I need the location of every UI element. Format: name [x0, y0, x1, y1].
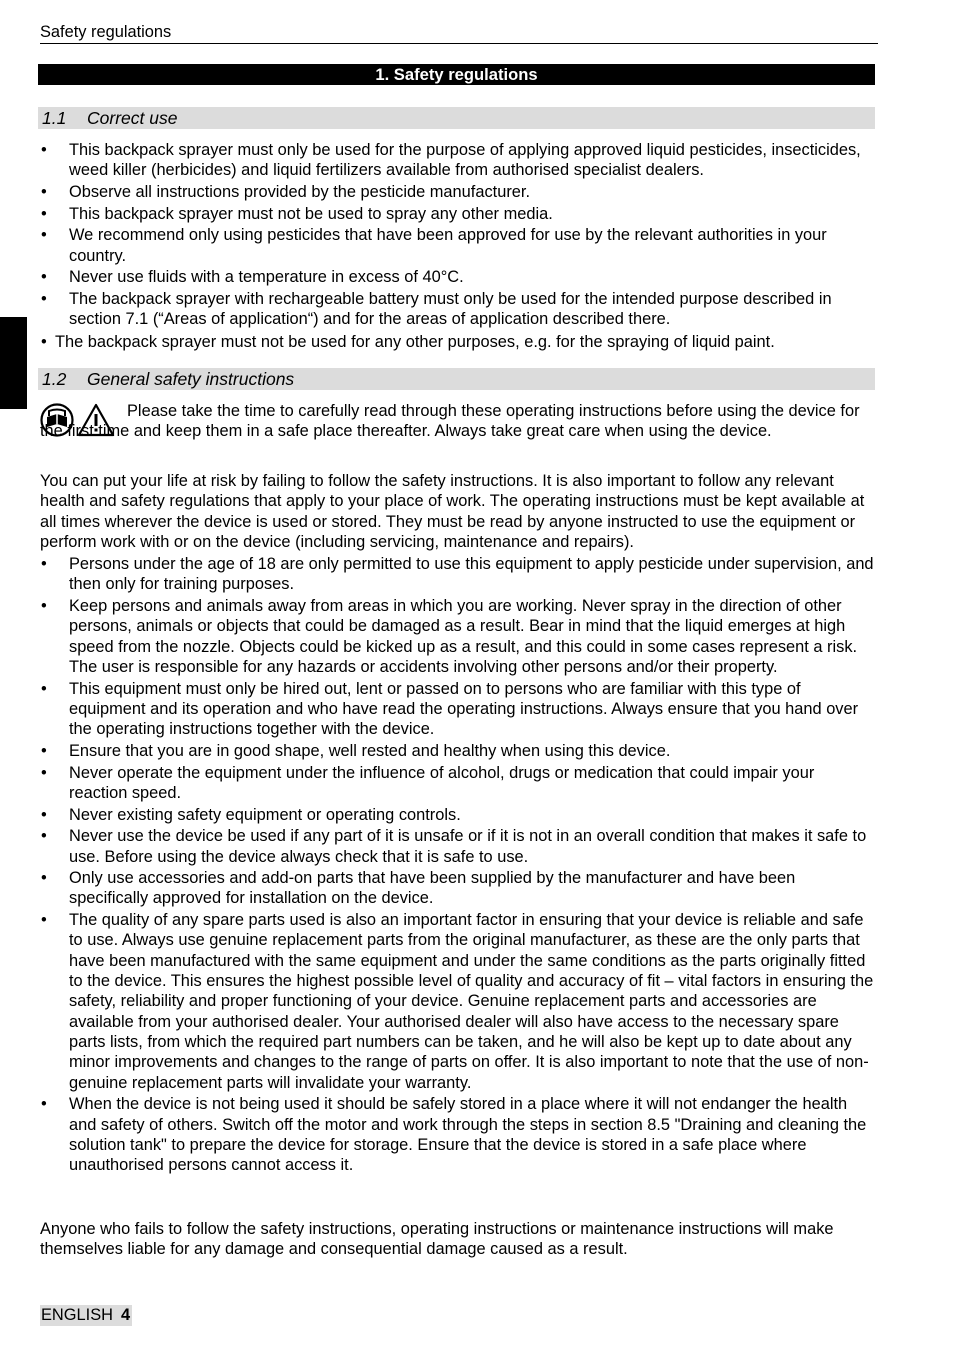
section-title: Correct use [87, 108, 178, 128]
list-item-text: The backpack sprayer must not be used for any other purposes, e.g. for the spraying of liquid paint. [55, 333, 775, 351]
list-item: • Never use the device be used if any part of it is unsafe or if it is not in an overall condition that makes it safe to use. Before using the device always check that it is safe to use. [40, 826, 876, 867]
list-item: • When the device is not being used it should be safely stored in a place where it will not endanger the health and safety of others. Switch off the motor and work through the steps in section 8.5 "Draining and cleaning the solution tank" to prepare the device for storage. Ensure that the device is stored in a safe place where unauthorised persons cannot access it. [40, 1094, 876, 1175]
list-item: • Never existing safety equipment or operating controls. [40, 805, 876, 825]
page-number: 4 [120, 1306, 131, 1324]
general-safety-list [40, 554, 876, 1177]
list-item: • We recommend only using pesticides that have been approved for use by the relevant authorities in your country. [40, 225, 876, 266]
list-item: • The backpack sprayer with rechargeable battery must only be used for the intended purpose described in section 7.1 (“Areas of application“) and for the areas of application described there. [40, 289, 876, 330]
list-item: • The quality of any spare parts used is also an important factor in ensuring that your device is reliable and safe to use. Always use genuine replacement parts from the original manufacturer, as these are the only parts that have been manufactured with the same equipment and under the same conditions as the parts originally fitted to the device. This ensures the highest possible level of quality and accuracy of fit – vital factors in ensuring the safety, reliability and proper functioning of your device. Genuine replacement parts and accessories are available from your authorised dealer. Your authorised dealer will also have access to the necessary spare parts lists, from which the required part numbers can be taken, and he will also be kept up to date about any minor improvements and changes to the range of parts on offer. It is also important to note that the use of non-genuine replacement parts will invalidate your warranty. [40, 910, 876, 1093]
list-item: • Never use fluids with a temperature in excess of 40°C. [40, 267, 876, 287]
page-footer [40, 1305, 132, 1326]
section-title: General safety instructions [87, 369, 295, 389]
list-item: • This backpack sprayer must not be used to spray any other media. [40, 204, 876, 224]
list-item: • This backpack sprayer must only be used for the purpose of applying approved liquid pesticides, insecticides, weed killer (herbicides) and liquid fertilizers available from authorised specialist dealers. [40, 140, 876, 181]
running-header-title: Safety regulations [40, 23, 172, 41]
section-number: 1.2 [42, 369, 67, 389]
list-item: • Observe all instructions provided by the pesticide manufacturer. [40, 182, 876, 202]
section-heading-correct-use [38, 107, 875, 129]
list-item: • Never operate the equipment under the influence of alcohol, drugs or medication that could impair your reaction speed. [40, 763, 876, 804]
side-thumb-tab [0, 317, 27, 409]
correct-use-list [40, 140, 876, 331]
section-number: 1.1 [42, 108, 67, 128]
footer-language: ENGLISH [41, 1306, 113, 1324]
list-item: • Ensure that you are in good shape, well rested and healthy when using this device. [40, 741, 876, 761]
list-item: • Persons under the age of 18 are only permitted to use this equipment to apply pesticide under supervision, and then only for training purposes. [40, 554, 876, 595]
chapter-title: 1. Safety regulations [38, 64, 875, 85]
list-item: • Keep persons and animals away from areas in which you are working. Never spray in the direction of other persons, animals or objects that could be damaged as a result. Bear in mind that the liquid emerges at high speed from the nozzle. Objects could be kicked up as a result, and this could in some cases represent a risk. The user is responsible for any hazards or accidents involving other persons and/or their property. [40, 596, 876, 677]
closing-paragraph: Anyone who fails to follow the safety instructions, operating instructions or maintenance instructions will make themselves liable for any damage and consequential damage caused as a result. [40, 1220, 834, 1259]
safety-paragraph: You can put your life at risk by failing to follow the safety instructions. It is also important to follow any relevant health and safety regulations that apply to your place of work. The operating instructions must be kept available at all times wherever the device is used or stored. They must be read by anyone instructed to use the equipment or perform work with or on the device (including servicing, maintenance and repairs). [40, 472, 865, 551]
section-heading-general-safety [38, 368, 875, 390]
list-item: • Only use accessories and add-on parts that have been supplied by the manufacturer and have been specifically approved for installation on the device. [40, 868, 876, 909]
intro-paragraph: Please take the time to carefully read through these operating instructions before using the device for the first time and keep them in a safe place thereafter. Always take great care when using the device. [40, 402, 860, 441]
list-item: • This equipment must only be hired out, lent or passed on to persons who are familiar with this type of equipment and its operation and who have read the operating instructions. Always ensure that you hand over the operating instructions together with the device. [40, 679, 876, 740]
list-item: • The backpack sprayer must not be used for any other purposes, e.g. for the spraying of liquid paint. [40, 332, 878, 352]
running-header [40, 22, 878, 44]
